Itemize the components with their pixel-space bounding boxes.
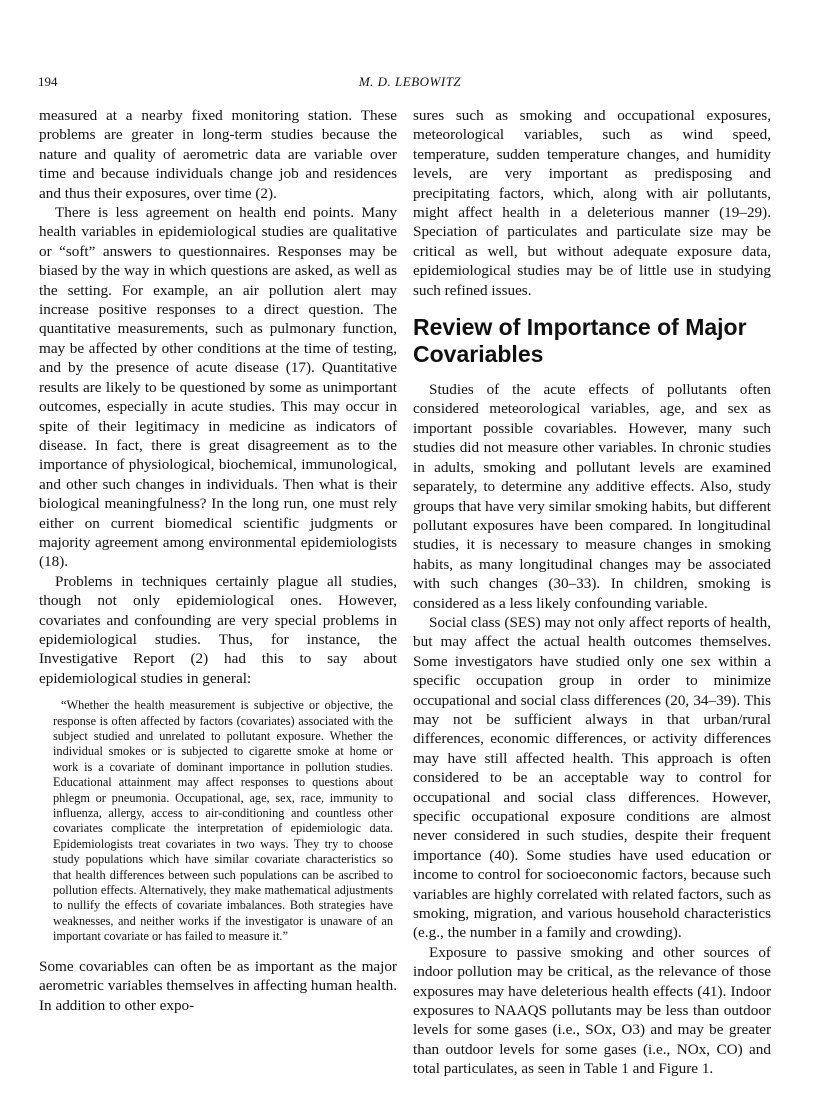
quote-text: “Whether the health measurement is subjective or objective, the response is often affected by factors (covariates) associated with the subject studied and unrelated to pollutant exposure. Whether the individual smokes or is subjected to cigarette smoke at home or work is a covariate of dominant importance in pollution studies. Educational attainment may affect responses to questions about phlegm or pneumonia. Occupational, age, sex, race, immunity to influenza, allergy, access to air-conditioning and countless other covariates complicate the interpretation of epidemiologic data. Epidemiologists treat covariates in two ways. They try to choose study populations which have similar covariate characteristics so that health differences between such populations can be ascribed to pollution effects. Alternatively, they make mathematical adjustments to nullify the effects of covariate imbalances. Both strategies have weaknesses, and neither works if the investigator is unaware of an important covariate or has failed to measure it.” — [53, 698, 393, 944]
left-column — [39, 106, 397, 1015]
page-number: 194 — [38, 74, 58, 89]
paragraph: There is less agreement on health end points. Many health variables in epidemiological studies are qualitative or “soft” answers to questionnaires. Responses may be biased by the way in which questions are asked, as well as the setting. For example, an air pollution alert may increase positive responses to a direct question. The quantitative measurements, such as pulmonary function, may be affected by other conditions at the time of testing, and by the presence of acute disease (17). Quantitative results are likely to be questioned by some as unimportant outcomes, especially in acute studies. This may occur in spite of their legitimacy in medicine as indicators of disease. In fact, there is great disagreement as to the importance of physiological, biochemical, immunological, and other such changes in individuals. Then what is their biological meaningfulness? In the long run, one must rely either on current biomedical scientific judgments or majority agreement among environmental epidemiologists (18). — [39, 204, 397, 571]
paragraph: Some covariables can often be as important as the major aerometric variables themselves in affecting human health. In addition to other expo- — [39, 957, 397, 1014]
paragraph: Studies of the acute effects of pollutants often considered meteorological variables, age, and sex as important possible covariables. However, many such studies did not measure other variables. In chronic studies in adults, smoking and pollutant levels are examined separately, to determine any additive effects. Also, study groups that have very similar smoking habits, but different pollutant exposures have been compared. In longitudinal studies, it is necessary to measure changes in smoking habits, as many longitudinal changes may be associated with such changes (30–33). In children, smoking is considered as a less likely confounding variable. — [413, 381, 771, 612]
paragraph: Social class (SES) may not only affect reports of health, but may affect the actual health outcomes themselves. Some investigators have studied only one sex within a specific occupation group in order to minimize occupational and social class differences (20, 34–39). This may not be sufficient always in that urban/rural differences, economic differences, or activity differences may have still affected health. This approach is often considered to be an acceptable way to control for occupational and social class differences. However, specific occupational exposure conditions are almost never considered in such studies, despite their frequent importance (40). Some studies have used education or income to control for socioeconomic factors, because such variables are highly correlated with related factors, such as smoking, migration, and various household characteristics (e.g., the number in a family and crowding). — [413, 613, 771, 942]
running-head: M. D. LEBOWITZ — [358, 74, 462, 89]
right-column — [413, 106, 771, 1079]
page-header — [38, 74, 782, 96]
section-heading: Review of Importance of Major Covariables — [413, 314, 747, 368]
paragraph: sures such as smoking and occupational exposures, meteorological variables, such as wind speed, temperature, sudden temperature changes, and humidity levels, are very important as predisposing and precipitating factors, which, along with air pollutants, might affect health in a deleterious manner (19–29). Speciation of particulates and particulate size may be critical as well, but without adequate exposure data, epidemiological studies may be of little use in studying such refined issues. — [413, 107, 771, 299]
paragraph: Problems in techniques certainly plague all studies, though not only epidemiological ones. However, covariates and confounding are very special problems in epidemiological studies. Thus, for instance, the Investigative Report (2) had this to say about epidemiological studies in general: — [39, 572, 397, 687]
block-quote — [39, 698, 397, 945]
paragraph: measured at a nearby fixed monitoring station. These problems are greater in long-term studies because the nature and quality of aerometric data are variable over time and because individuals change job and residences and thus their exposures, over time (2). — [39, 107, 397, 202]
paragraph: Exposure to passive smoking and other sources of indoor pollution may be critical, as the relevance of those exposures may have deleterious health effects (41). Indoor exposures to NAAQS pollutants may be less than outdoor levels for some gases (i.e., SOx, O3) and may be greater than outdoor levels for some gases (i.e., NOx, CO) and total particulates, as seen in Table 1 and Figure 1. — [413, 943, 771, 1078]
